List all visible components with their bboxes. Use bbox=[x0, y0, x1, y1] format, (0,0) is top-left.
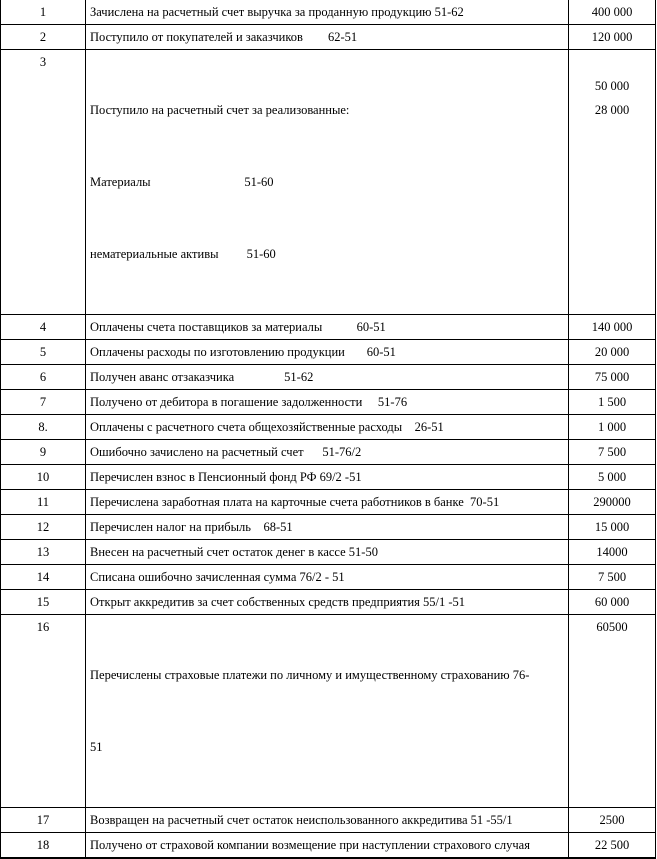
row-number: 13 bbox=[1, 540, 86, 565]
row-amount: 22 500 bbox=[569, 833, 656, 858]
row-description: Ошибочно зачислено на расчетный счет 51-76/2 bbox=[86, 440, 569, 465]
row-description: Оплачены с расчетного счета общехозяйственные расходы 26-51 bbox=[86, 415, 569, 440]
row-description: Получен аванс отзаказчика 51-62 bbox=[86, 365, 569, 390]
row-description: Перечислена заработная плата на карточные счета работников в банке 70-51 bbox=[86, 490, 569, 515]
row-amount: 1 500 bbox=[569, 390, 656, 415]
table-row bbox=[1, 340, 656, 365]
row-number: 2 bbox=[1, 25, 86, 50]
row-amount-line: 50 000 bbox=[594, 79, 630, 93]
row-number: 18 bbox=[1, 833, 86, 858]
transactions-body bbox=[1, 0, 656, 859]
table-row bbox=[1, 440, 656, 465]
row-amount bbox=[569, 50, 656, 315]
row-amount: 15 000 bbox=[569, 515, 656, 540]
row-description bbox=[86, 615, 569, 808]
row-number: 10 bbox=[1, 465, 86, 490]
row-description bbox=[86, 858, 569, 859]
table-row bbox=[1, 490, 656, 515]
row-description-line: нематериальные активы 51-60 bbox=[90, 247, 276, 261]
row-amount: 5 000 bbox=[569, 465, 656, 490]
row-number: 8. bbox=[1, 415, 86, 440]
row-description: Открыт аккредитив за счет собственных средств предприятия 55/1 -51 bbox=[86, 590, 569, 615]
row-number: 7 bbox=[1, 390, 86, 415]
row-number: 1 bbox=[1, 0, 86, 25]
row-description: Зачислена на расчетный счет выручка за проданную продукцию 51-62 bbox=[86, 0, 569, 25]
row-amount: 1 000 bbox=[569, 415, 656, 440]
row-amount: 290000 bbox=[569, 490, 656, 515]
row-description: Оплачены расходы по изготовлению продукции 60-51 bbox=[86, 340, 569, 365]
table-row bbox=[1, 0, 656, 25]
table-row bbox=[1, 858, 656, 859]
table-row bbox=[1, 25, 656, 50]
table-row bbox=[1, 808, 656, 833]
table-row bbox=[1, 315, 656, 340]
row-amount: 60500 bbox=[569, 615, 656, 808]
table-row bbox=[1, 590, 656, 615]
row-description-line: Поступило на расчетный счет за реализованные: bbox=[90, 103, 350, 117]
row-number bbox=[1, 858, 86, 859]
row-amount: 14000 bbox=[569, 540, 656, 565]
row-amount: 7 500 bbox=[569, 565, 656, 590]
table-row bbox=[1, 833, 656, 858]
row-number: 4 bbox=[1, 315, 86, 340]
row-amount-line bbox=[569, 50, 655, 74]
row-description-line: 51 bbox=[90, 740, 103, 754]
row-description bbox=[86, 50, 569, 315]
row-amount: 7 500 bbox=[569, 440, 656, 465]
row-number: 3 bbox=[1, 50, 86, 315]
row-amount: 400 000 bbox=[569, 0, 656, 25]
table-row bbox=[1, 50, 656, 315]
row-number: 16 bbox=[1, 615, 86, 808]
row-description: Получено от страховой компании возмещение при наступлении страхового случая bbox=[86, 833, 569, 858]
row-amount: 60 000 bbox=[569, 590, 656, 615]
table-row bbox=[1, 465, 656, 490]
row-description: Внесен на расчетный счет остаток денег в кассе 51-50 bbox=[86, 540, 569, 565]
row-number: 6 bbox=[1, 365, 86, 390]
row-description: Перечислен взнос в Пенсионный фонд РФ 69/2 -51 bbox=[86, 465, 569, 490]
row-number: 12 bbox=[1, 515, 86, 540]
row-number: 11 bbox=[1, 490, 86, 515]
row-description: Оплачены счета поставщиков за материалы 60-51 bbox=[86, 315, 569, 340]
row-number: 14 bbox=[1, 565, 86, 590]
row-description: Поступило от покупателей и заказчиков 62-51 bbox=[86, 25, 569, 50]
row-amount: 120 000 bbox=[569, 25, 656, 50]
table-row bbox=[1, 515, 656, 540]
table-row bbox=[1, 365, 656, 390]
table-row bbox=[1, 565, 656, 590]
table-row bbox=[1, 540, 656, 565]
row-amount: 2500 bbox=[569, 808, 656, 833]
row-amount-line: 28 000 bbox=[594, 103, 630, 117]
row-amount bbox=[569, 858, 656, 859]
table-row bbox=[1, 415, 656, 440]
row-number: 9 bbox=[1, 440, 86, 465]
row-amount: 75 000 bbox=[569, 365, 656, 390]
row-description: Возвращен на расчетный счет остаток неиспользованного аккредитива 51 -55/1 bbox=[86, 808, 569, 833]
row-description: Перечислен налог на прибыль 68-51 bbox=[86, 515, 569, 540]
row-amount: 140 000 bbox=[569, 315, 656, 340]
row-description-line: Материалы 51-60 bbox=[90, 175, 274, 189]
row-description-line: Перечислены страховые платежи по личному и имущественному страхованию 76- bbox=[90, 668, 530, 682]
row-description: Списана ошибочно зачисленная сумма 76/2 - 51 bbox=[86, 565, 569, 590]
row-amount: 20 000 bbox=[569, 340, 656, 365]
table-row bbox=[1, 390, 656, 415]
row-description: Получено от дебитора в погашение задолженности 51-76 bbox=[86, 390, 569, 415]
row-number: 5 bbox=[1, 340, 86, 365]
row-number: 17 bbox=[1, 808, 86, 833]
table-row bbox=[1, 615, 656, 808]
row-number: 15 bbox=[1, 590, 86, 615]
